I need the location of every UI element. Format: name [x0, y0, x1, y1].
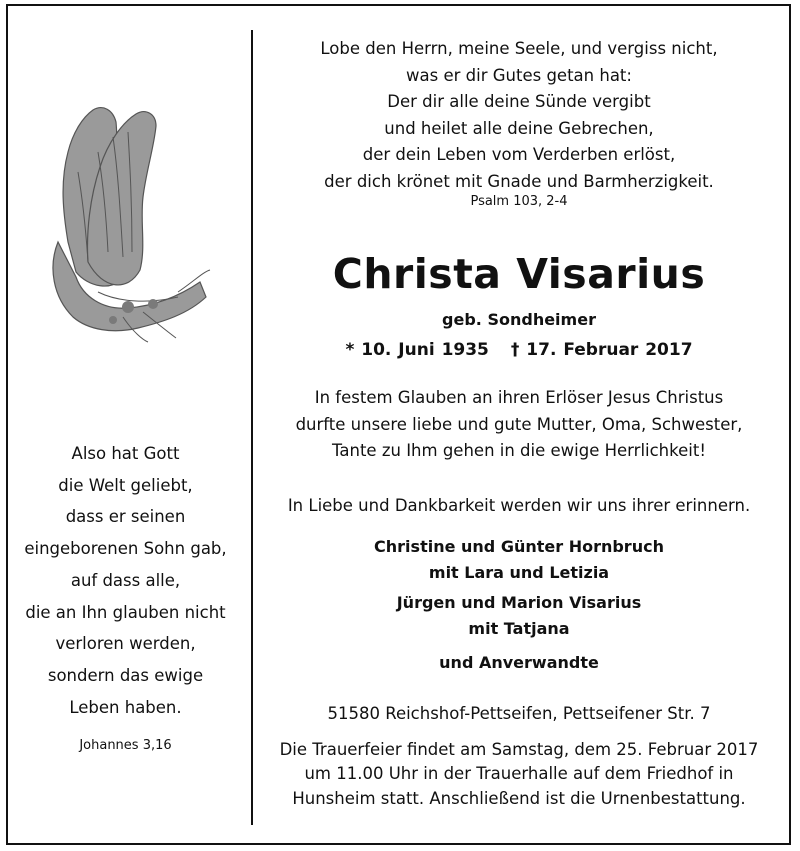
faith-line: Tante zu Ihm gehen in die ewige Herrlichkeit! [332, 441, 706, 460]
side-verse [0, 438, 251, 723]
side-verse-line: sondern das ewige [47, 665, 204, 685]
funeral-line: um 11.00 Uhr in der Trauerhalle auf dem Friedhof in [304, 764, 734, 784]
side-verse-line: die an Ihn glauben nicht [25, 602, 226, 622]
life-dates [253, 340, 785, 360]
side-verse-line: Also hat Gott [71, 444, 180, 463]
side-verse-line: auf dass alle, [70, 570, 181, 590]
mourner-line: und Anverwandte [439, 653, 599, 672]
side-verse-line: die Welt geliebt, [58, 475, 193, 495]
psalm-reference: Psalm 103, 2-4 [470, 194, 568, 209]
maiden-name: geb. Sondheimer [442, 310, 596, 329]
psalm-line: Lobe den Herrn, meine Seele, und vergiss nicht, [320, 39, 718, 58]
faith-statement [253, 385, 785, 465]
psalm-line: der dein Leben vom Verderben erlöst, [362, 145, 676, 165]
faith-line: durfte unsere liebe und gute Mutter, Oma, Schwester, [295, 414, 743, 434]
side-verse-line: dass er seinen [65, 507, 186, 527]
mourners-list [253, 534, 785, 676]
memory-statement: In Liebe und Dankbarkeit werden wir uns ihrer erinnern. [287, 496, 751, 515]
side-verse-line: verloren werden, [55, 634, 196, 654]
mourner-line: Jürgen und Marion Visarius [396, 593, 642, 612]
death-date: † 17. Februar 2017 [510, 340, 693, 360]
side-verse-line: Leben haben. [69, 697, 182, 717]
psalm-line: und heilet alle deine Gebrechen, [384, 118, 654, 138]
mourner-line: Christine und Günter Hornbruch [374, 537, 664, 556]
psalm-line: was er dir Gutes getan hat: [406, 65, 632, 85]
mourner-line: mit Lara und Letizia [428, 563, 610, 582]
praying-hands-icon [28, 92, 218, 344]
psalm-quote [253, 36, 785, 196]
faith-line: In festem Glauben an ihren Erlöser Jesus Christus [314, 388, 724, 407]
funeral-line: Die Trauerfeier findet am Samstag, dem 25. Februar 2017 [279, 740, 759, 759]
deceased-name: Christa Visarius [332, 250, 706, 298]
psalm-line: der dich krönet mit Gnade und Barmherzigkeit. [324, 171, 714, 191]
mourner-line: mit Tatjana [468, 619, 570, 638]
funeral-details [253, 738, 785, 811]
side-verse-reference: Johannes 3,16 [79, 738, 172, 753]
psalm-line: Der dir alle deine Sünde vergibt [387, 92, 651, 112]
family-address: 51580 Reichshof-Pettseifen, Pettseifener Str. 7 [327, 704, 711, 723]
birth-date: * 10. Juni 1935 [345, 340, 489, 360]
funeral-line: Hunsheim statt. Anschließend ist die Urnenbestattung. [292, 788, 746, 808]
side-verse-line: eingeborenen Sohn gab, [24, 539, 227, 559]
